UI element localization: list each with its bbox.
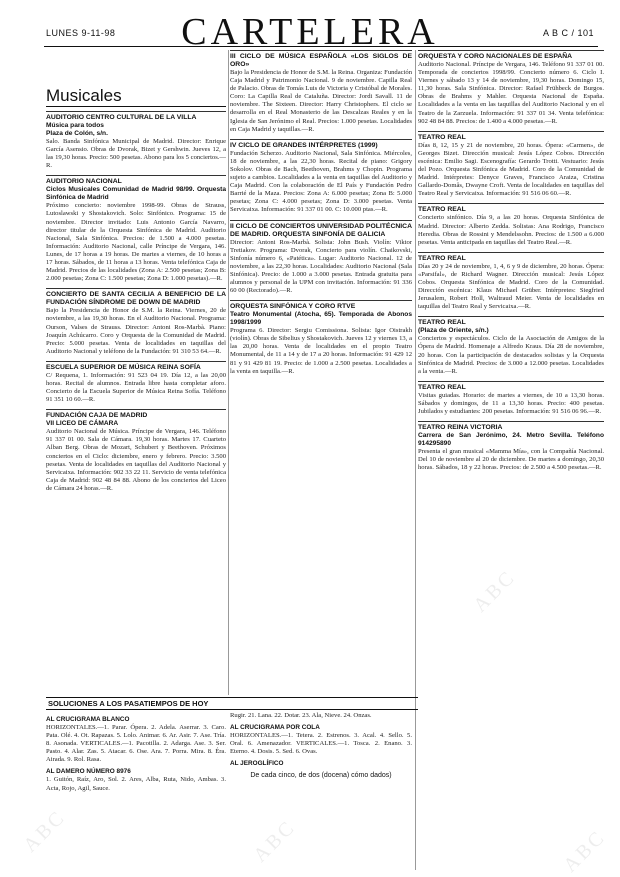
listing-subtitle: VII LICEO DE CÁMARA [46,420,119,428]
puzzle-heading: AL CRUCIGRAMA POR COLA [230,724,320,732]
listing-text: Bajo la Presidencia de Honor de S.M. la Reina. Viernes, 20 de noviembre, a las 19,30 horas. En el Auditorio Nacional. Programa: Ourson, Valses de Strauss. Director: Antoni Ros-Marbà. Piano: Joaquín Achúcarro. Coro y Orquesta de la Comunidad de Madrid. Precio: 5.000 pesetas. Venta de localidades en taquillas del Auditorio Nacional y teléfono de la Fundación: 91 310 53 64.—R. [46,307,226,355]
listing-title: ESCUELA SUPERIOR DE MÚSICA REINA SOFÍA [46,363,201,371]
listing-block [418,203,604,246]
listing-title: TEATRO REAL [418,319,466,327]
header-rule [44,46,598,47]
listing-text: Conciertos y espectáculos. Ciclo de la Asociación de Amigos de la Ópera de Madrid. Homenaje a Alfredo Kraus. Día 28 de noviembre, 20 horas. Con la participación de destacados solistas y la Orquesta Sinfónica de Madrid. Precios: de 3.000 a 12.000 pesetas. Localidades a la venta.—R. [418,335,604,375]
puzzle-solution-text: Rugir. 21. Lana. 22. Dotar. 23. Ala, Nieve. 24. Onzas. [230,712,372,719]
listing-subtitle: Teatro Monumental (Atocha, 65). Temporada de Abonos 1998/1999 [230,311,412,327]
listing-subtitle: Carrera de San Jerónimo, 24. Metro Sevilla. Teléfono 914295890 [418,432,604,448]
puzzle-solution-text: 1. Guitón, Raíz, Aro, Sol. 2. Ares, Alba, Ruta, Nido, Ambas. 3. Acta, Rojo, Agil, Sauce. [46,776,226,792]
puzzle-heading: AL DAMERO NÚMERO 8976 [46,768,131,776]
listing-text: Días 20 y 24 de noviembre, 1, 4, 6 y 9 de diciembre, 20 horas. Ópera: «Parsifal», de Richard Wagner. Dirección musical: Jesús López Cobos. Orquesta Sinfónica de Madrid. Coro de la Comunidad. Dirección escénica: Klaus Michael Grüber. Intérpretes: Siegfried Jerusalem, Robert Holl, Waltraud Meier. Venta de localidades en taquillas del Teatro Real y Servicaixa.—R. [418,262,604,311]
puzzle-solutions-bar: SOLUCIONES A LOS PASATIEMPOS DE HOY [46,697,418,710]
listing-block [418,131,604,199]
listing-block [46,361,226,404]
puzzle-solution-text: HORIZONTALES.—1. Tetera. 2. Estrenos. 3. Acal. 4. Sello. 5. Oral. 6. Amenazador. VERTICALES.—1. Tosca. 2. Enano. 3. Eterno. 4. Dosis. 5. Sed. 6. Ovas. [230,732,412,756]
listing-block [418,252,604,312]
listing-text: Programa 6. Director: Sergiu Comissiona. Solista: Igor Oistrakh (violín). Obras de Sibelius y Shostakovich. Jueves 12 y viernes 13, a las 20,00 horas. Venta de localidades en el propio Teatro Monumental, de 11 a 14 y de 17 a 20 horas. Información: 91 429 12 81 y 91 429 81 19. Precio: de 1.000 a 2.500 pesetas. Localidades a la venta en taquilla.—R. [230,327,412,375]
listing-text: C/ Requena, 1. Información: 91 523 04 19. Día 12, a las 20,00 horas. Recital de alumnos. Entrada libre hasta completar aforo. Concierto de la Escuela Superior de Música Reina Sofía. Teléfono 91 351 10 60.—R. [46,371,226,404]
listing-text: Auditorio Nacional. Príncipe de Vergara, 146. Teléfono 91 337 01 00. Temporada de conciertos 1998/99. Concierto número 6. Ciclo I. Viernes y sábado 13 y 14 de noviembre, 19,30 horas. Domingo 15, 11,30 horas. Sala Sinfónica. Director: Rafael Frühbeck de Burgos. Obras de Brahms y Mahler. Orquesta Nacional de España. Localidades a la venta en las taquillas del Auditorio Nacional y en el Teatro de la Zarzuela. Información: 91 337 01 34. Venta telefónica: 902 48 84 88. Precios: de 1.400 a 4.000 pesetas.—R. [418,61,604,125]
listing-title: AUDITORIO CENTRO CULTURAL DE LA VILLA [46,114,197,121]
listing-text: Director: Antoni Ros-Marbà. Solista: John Bush. Violín: Viktor Tretiakov. Programa: Dvorak, Concierto para violín. Chaikovski, Sinfonía número 6, «Patética». Lugar: Auditorio Nacional. 12 de noviembre, a las 22,30 horas. Localidades: Auditorio Nacional (Sala Sinfónica). Precio: de 1.000 a 3.000 pesetas. Entrada gratuita para alumnos y personal de la UPM con invitación. Información: 91 336 60 00 (Rectorado).—R. [230,238,412,295]
listing-block [230,50,412,134]
listing-text: Fundación Scherzo. Auditorio Nacional, Sala Sinfónica. Miércoles, 18 de noviembre, a las 22,30 horas. Recital de piano: Grigory Sokolov. Obras de Bach, Beethoven, Brahms y Chopin. Programa sujeto a cambios. Localidades a la venta en taquillas del Auditorio y Caja Madrid. Con la colaboración de El País y Fundación Pedro Barrié de la Maza. Precios: Zona A: 6.000 pesetas; Zona B: 5.000 pesetas; Zona C: 4.000 pesetas; Zona D: 3.000 pesetas. Venta Servicaixa. Información: 91 337 01 00. C: 10.000 ptas.—R. [230,149,412,214]
listing-subtitle: (Plaza de Oriente, s/n.) [418,327,489,335]
listing-title: FUNDACIÓN CAJA DE MADRID [46,412,148,420]
listing-block [46,288,226,356]
jeroglifico-solution: De cada cinco, de dos (docena) cómo dados) [250,772,392,780]
puzzle-solution-text: HORIZONTALES.—1. Parar. Ópera. 2. Adela. Aserrar. 3. Caro. Pata. Olé. 4. Ot. Rapazas. 5. Lolo. Animar. 6. Ar. Asir. 7. Ase. Tría. 8. Asonada. VERTICALES.—1. Pacotilla. 2. Adarga. Ase. 3. Ser. Pasto. 4. Alar. Zas. 5. Atacar. 6. Ose. Ara. 7. Porra. Mira. 8. Éra. Airada. 9. Rol. Rasa. [46,724,226,764]
listing-block [46,111,226,170]
header-page-ref: A B C / 101 [542,28,594,38]
watermark: ABC [559,825,611,877]
column-2 [230,50,412,700]
column-divider [228,50,229,695]
listing-block [46,409,226,493]
puzzle-list [46,716,226,793]
listing-text: Auditorio Nacional de Música. Príncipe de Vergara, 146. Teléfono 91 337 01 00. Sala de Cámara. 19,30 horas. Martes 17. Cuarteto Alban Berg. Obras de Mozart, Schubert y Beethoven. Próximos conciertos en el Ciclo: diciembre, enero y febrero. Precio: 3.500 pesetas. Venta de localidades en taquillas del Auditorio Nacional y Servicaixa. Información: 902 33 22 11. Servicio de venta telefónica Caja de Madrid: 902 48 84 88. Abono de los conciertos del Liceo de Cámara 24 horas.—R. [46,428,226,492]
listing-list [418,50,604,472]
listing-title: CONCIERTO DE SANTA CECILIA A BENEFICIO DE LA FUNDACIÓN SÍNDROME DE DOWN DE MADRID [46,291,226,307]
listing-text: Próximo concierto: noviembre 1998-99. Obras de Strauss, Lutoslawski y Shostakovich. Solo: Sinfónico. Programa: 15 de noviembre. Director invitado: Luis Antonio García Navarro, director titular de la Orquesta Sinfónica de Madrid. Auditorio Nacional, Sala Sinfónica. Precios: de 1.500 a 4.000 pesetas. Información: Auditorio Nacional, calle Príncipe de Vergara, 146. Lunes, de 17 horas a 19 horas. De martes a viernes, de 10 horas a 17 horas. Sábados, de 11 horas a 13 horas. Venta telefónica Caja de Madrid. Precios de las localidades (Zona A: 2.500 pesetas; Zona B: 2.000 pesetas; Zona C: 1.500 pesetas; Zona D: 1.000 pesetas).—R. [46,202,226,283]
listing-title: III CICLO DE MÚSICA ESPAÑOLA «LOS SIGLOS DE ORO» [230,53,412,68]
section-title: Musicales [46,86,226,107]
listing-subtitle: Música para todos [46,122,104,129]
puzzle-column-left [46,712,226,872]
listing-block [230,300,412,376]
listing-title: TEATRO REAL [418,383,466,391]
puzzle-heading: AL JEROGLÍFICO [230,760,284,768]
listing-title: IV CICLO DE GRANDES INTÉRPRETES (1999) [230,141,378,149]
listing-list [230,50,412,376]
listing-block [230,220,412,296]
column-divider [415,50,416,870]
listing-title: ORQUESTA Y CORO NACIONALES DE ESPAÑA [418,53,573,60]
page-title: CARTELERA [181,11,439,53]
listing-text: Salo. Banda Sinfónica Municipal de Madrid. Director: Enrique García Asensio. Obras de Dvorak, Bizet y Gershwin. Jueves 12, a las 19,30 horas. Precio: 500 pesetas. Abono para los 5 conciertos.—R. [46,138,226,170]
listing-block [418,50,604,126]
listing-block [230,139,412,215]
watermark: ABC [249,815,301,867]
listing-list [46,111,226,493]
listing-text: Días 8, 12, 15 y 21 de noviembre, 20 horas. Ópera: «Carmen», de Georges Bizet. Dirección musical: Jesús López Cobos. Dirección escénica: Emilio Sagi. Escenografía: Gerardo Trotti. Vestuario: Jesús del Pozo. Orquesta Sinfónica de Madrid. Coro de la Comunidad de Madrid. Intérpretes: Denyce Graves, Francisco Araiza, Cristina Gallardo-Domâs, Dwayne Croft. Venta de localidades en taquillas del Teatro Real y Servicaixa. Información: 91 516 06 60.—R. [418,141,604,198]
watermark: ABC [19,805,71,857]
listing-text: Presenta el gran musical «Mamma Mía», con la Compañía Nacional. Del 10 de noviembre al 20 de diciembre. De martes a domingo, 20,30 horas. Sábados, 18 y 22 horas. Precios: de 2.500 a 4.500 pesetas.—R. [418,448,604,472]
listing-block [418,421,604,472]
listing-title: ORQUESTA SINFÓNICA Y CORO RTVE [230,303,356,311]
listing-block [418,381,604,416]
listing-title: II CICLO DE CONCIERTOS UNIVERSIDAD POLITÉCNICA DE MADRID. ORQUESTA SINFONÍA DE GALICIA [230,222,412,238]
listing-text: Visitas guiadas. Horario: de martes a viernes, de 10 a 13,30 horas. Sábados y domingos, de 11 a 13,30 horas. Precio: 400 pesetas. Jubilados y estudiantes: 200 pesetas. Información: 91 516 06 96.—R. [418,391,604,415]
listing-title: AUDITORIO NACIONAL [46,178,122,186]
listing-title: TEATRO REINA VICTORIA [418,424,503,432]
puzzle-heading: AL CRUCIGRAMA BLANCO [46,716,130,723]
listing-title: TEATRO REAL [418,133,466,141]
column-1 [46,50,226,700]
watermark: ABC [469,565,521,617]
listing-text: Concierto sinfónico. Día 9, a las 20 horas. Orquesta Sinfónica de Madrid. Director: Alberto Zedda. Solistas: Ana Rodrigo, Francisco Heredia. Obras de Rossini y Mendelssohn. Precios: de 1.500 a 6.000 pesetas. Venta anticipada en taquillas del Teatro Real.—R. [418,214,604,246]
listing-venue: Plaza de Colón, s/n. [46,130,108,137]
header-date: LUNES 9-11-98 [46,28,116,38]
listing-text: Bajo la Presidencia de Honor de S.M. la Reina. Organiza: Fundación Caja Madrid y Patrimonio Nacional. 9 de noviembre. Capilla Real de Palacio. Obras de Tomás Luis de Victoria y Cristóbal de Morales. Coro: La Capilla Real de Cataluña. Director: Jordi Savall. 11 de noviembre. The Sixteen. Director: Harry Christophers. El ciclo se desarrolla en el Real Monasterio de las Descalzas Reales y en la Iglesia de San Jerónimo el Real. Precios: 1.000 pesetas. Localidades en Caja Madrid y taquillas.—R. [230,69,412,133]
listing-subtitle: Ciclos Musicales Comunidad de Madrid 98/99. Orquesta Sinfónica de Madrid [46,186,226,202]
column-3 [418,50,604,870]
puzzle-list [230,712,412,768]
listing-block [46,175,226,283]
listing-block [418,316,604,375]
listing-title: TEATRO REAL [418,206,466,214]
listing-title: TEATRO REAL [418,254,466,262]
